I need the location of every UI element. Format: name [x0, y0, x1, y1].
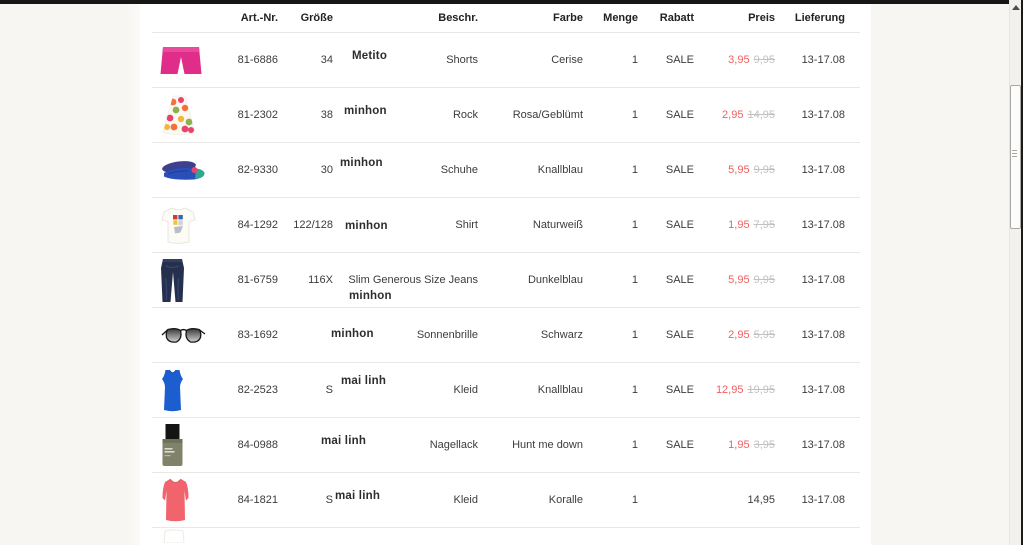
sale-price: 12,95 [715, 384, 744, 396]
cell-qty: 1 [583, 308, 638, 363]
cell-descr: Nagellack [333, 418, 478, 473]
cell-price [694, 473, 775, 528]
owner-annotation: minhon [331, 328, 374, 340]
cell-price [694, 88, 775, 143]
nail-polish-product-image[interactable] [160, 424, 212, 467]
black-sunglasses-product-image[interactable] [160, 325, 212, 345]
sale-price: 1,95 [728, 219, 750, 231]
cell-art-nr: 81-6886 [212, 33, 278, 88]
cell-color: Naturweiß [478, 198, 583, 253]
cell-size: 116X [278, 253, 333, 308]
owner-annotation: Metito [352, 50, 388, 62]
cell-qty: 1 [583, 363, 638, 418]
cell-discount: SALE [638, 253, 694, 308]
cell-art-nr: 84-0988 [212, 418, 278, 473]
column-header-descr: Beschr. [333, 4, 478, 33]
column-header-discount: Rabatt [638, 4, 694, 33]
owner-annotation: minhon [349, 290, 392, 302]
old-price: 3,95 [753, 439, 775, 451]
cell-discount: SALE [638, 88, 694, 143]
sale-price: 3,95 [728, 54, 750, 66]
floral-skirt-product-image[interactable] [160, 95, 212, 135]
cell-art-nr: 83-1692 [212, 308, 278, 363]
cell-descr: Shirt [333, 198, 478, 253]
product-image-cell [152, 143, 212, 198]
owner-annotation: mai linh [321, 435, 367, 447]
cell-price [694, 418, 775, 473]
old-price: 9,95 [753, 274, 775, 286]
cell-size: S [278, 363, 333, 418]
cell-color: Knallblau [478, 143, 583, 198]
product-image-cell [152, 198, 212, 253]
table-row [152, 143, 860, 198]
cell-discount: SALE [638, 363, 694, 418]
column-header-size: Größe [278, 4, 333, 33]
cell-art-nr: 84-1821 [212, 473, 278, 528]
scrollbar-thumb[interactable] [1010, 85, 1021, 229]
cell-size: 34 [278, 33, 333, 88]
product-image-cell [152, 88, 212, 143]
owner-annotation: minhon [345, 220, 388, 232]
white-garment-partial-product-image[interactable] [160, 529, 212, 543]
cell-size [278, 308, 333, 363]
cell-art-nr: 81-2302 [212, 88, 278, 143]
column-header-qty: Menge [583, 4, 638, 33]
column-header-color: Farbe [478, 4, 583, 33]
cell-descr: Rock [333, 88, 478, 143]
scroll-up-arrow-icon[interactable] [1012, 5, 1020, 10]
cell-descr: Shorts [333, 33, 478, 88]
cell-delivery: 13-17.08 [775, 253, 860, 308]
coral-dress-product-image[interactable] [160, 478, 212, 523]
white-graphic-shirt-product-image[interactable] [160, 206, 212, 245]
old-price: 19,95 [747, 384, 775, 396]
cell-price [694, 308, 775, 363]
cell-qty: 1 [583, 33, 638, 88]
cell-price [694, 363, 775, 418]
product-image-cell [152, 33, 212, 88]
owner-annotation: minhon [344, 105, 387, 117]
cell-discount: SALE [638, 308, 694, 363]
cell-art-nr: 82-9330 [212, 143, 278, 198]
cell-discount: SALE [638, 143, 694, 198]
cell-qty: 1 [583, 253, 638, 308]
cell-qty: 1 [583, 198, 638, 253]
pink-shorts-product-image[interactable] [160, 46, 212, 75]
cell-color: Rosa/Geblümt [478, 88, 583, 143]
product-image-cell [152, 253, 212, 308]
sale-price: 5,95 [728, 164, 750, 176]
table-row [152, 88, 860, 143]
cell-art-nr: 84-1292 [212, 198, 278, 253]
table-row [152, 308, 860, 363]
cell-descr: Kleid [333, 473, 478, 528]
sale-price: 2,95 [728, 329, 750, 341]
cell-qty: 1 [583, 88, 638, 143]
sale-price: 1,95 [728, 439, 750, 451]
table-row-partial [152, 528, 860, 544]
table-row [152, 363, 860, 418]
cell-discount: SALE [638, 198, 694, 253]
old-price: 9,95 [753, 54, 775, 66]
cell-delivery: 13-17.08 [775, 418, 860, 473]
table-row [152, 473, 860, 528]
cell-art-nr: 82-2523 [212, 363, 278, 418]
column-header-image [152, 4, 212, 33]
product-image-cell [152, 363, 212, 418]
vertical-scrollbar[interactable] [1009, 0, 1021, 545]
product-image-cell [152, 473, 212, 528]
owner-annotation: minhon [340, 157, 383, 169]
sale-price: 2,95 [722, 109, 744, 121]
cell-delivery: 13-17.08 [775, 33, 860, 88]
regular-price: 14,95 [747, 494, 775, 506]
cell-discount: SALE [638, 418, 694, 473]
cell-size: 30 [278, 143, 333, 198]
cell-size: S [278, 473, 333, 528]
column-header-delivery: Lieferung [775, 4, 860, 33]
ballet-flats-product-image[interactable] [160, 159, 212, 182]
cell-qty: 1 [583, 473, 638, 528]
column-header-price: Preis [694, 4, 775, 33]
dark-jeans-product-image[interactable] [160, 258, 212, 303]
cell-qty: 1 [583, 143, 638, 198]
left-panel-shadow [126, 4, 140, 545]
cell-color: Koralle [478, 473, 583, 528]
table-header-row [152, 4, 860, 33]
cell-qty: 1 [583, 418, 638, 473]
old-price: 5,95 [753, 329, 775, 341]
cell-color: Hunt me down [478, 418, 583, 473]
cell-size: 122/128 [278, 198, 333, 253]
cell-price [694, 143, 775, 198]
cell-delivery: 13-17.08 [775, 88, 860, 143]
owner-annotation: mai linh [341, 375, 387, 387]
table-row [152, 33, 860, 88]
blue-dress-product-image[interactable] [160, 369, 212, 412]
cell-discount: SALE [638, 33, 694, 88]
cell-art-nr: 81-6759 [212, 253, 278, 308]
cell-color: Knallblau [478, 363, 583, 418]
cell-empty [212, 528, 860, 544]
cell-descr: Schuhe [333, 143, 478, 198]
cell-delivery: 13-17.08 [775, 473, 860, 528]
old-price: 7,95 [753, 219, 775, 231]
product-image-cell [152, 528, 212, 544]
cell-discount [638, 473, 694, 528]
table-row [152, 253, 860, 308]
cell-descr: Sonnenbrille [333, 308, 478, 363]
sale-price: 5,95 [728, 274, 750, 286]
product-image-cell [152, 418, 212, 473]
table-row [152, 418, 860, 473]
cell-delivery: 13-17.08 [775, 198, 860, 253]
table-row [152, 198, 860, 253]
cell-delivery: 13-17.08 [775, 308, 860, 363]
cell-delivery: 13-17.08 [775, 363, 860, 418]
cell-descr: Kleid [333, 363, 478, 418]
old-price: 9,95 [753, 164, 775, 176]
cell-size: 38 [278, 88, 333, 143]
cell-price [694, 253, 775, 308]
cell-price [694, 33, 775, 88]
order-table [152, 4, 860, 544]
cell-price [694, 198, 775, 253]
order-content-panel [140, 4, 871, 545]
old-price: 14,95 [747, 109, 775, 121]
owner-annotation: mai linh [335, 490, 381, 502]
cell-color: Cerise [478, 33, 583, 88]
column-header-art-nr: Art.-Nr. [212, 4, 278, 33]
cell-descr: Slim Generous Size Jeans [333, 253, 478, 308]
cell-delivery: 13-17.08 [775, 143, 860, 198]
cell-color: Schwarz [478, 308, 583, 363]
product-image-cell [152, 308, 212, 363]
cell-color: Dunkelblau [478, 253, 583, 308]
